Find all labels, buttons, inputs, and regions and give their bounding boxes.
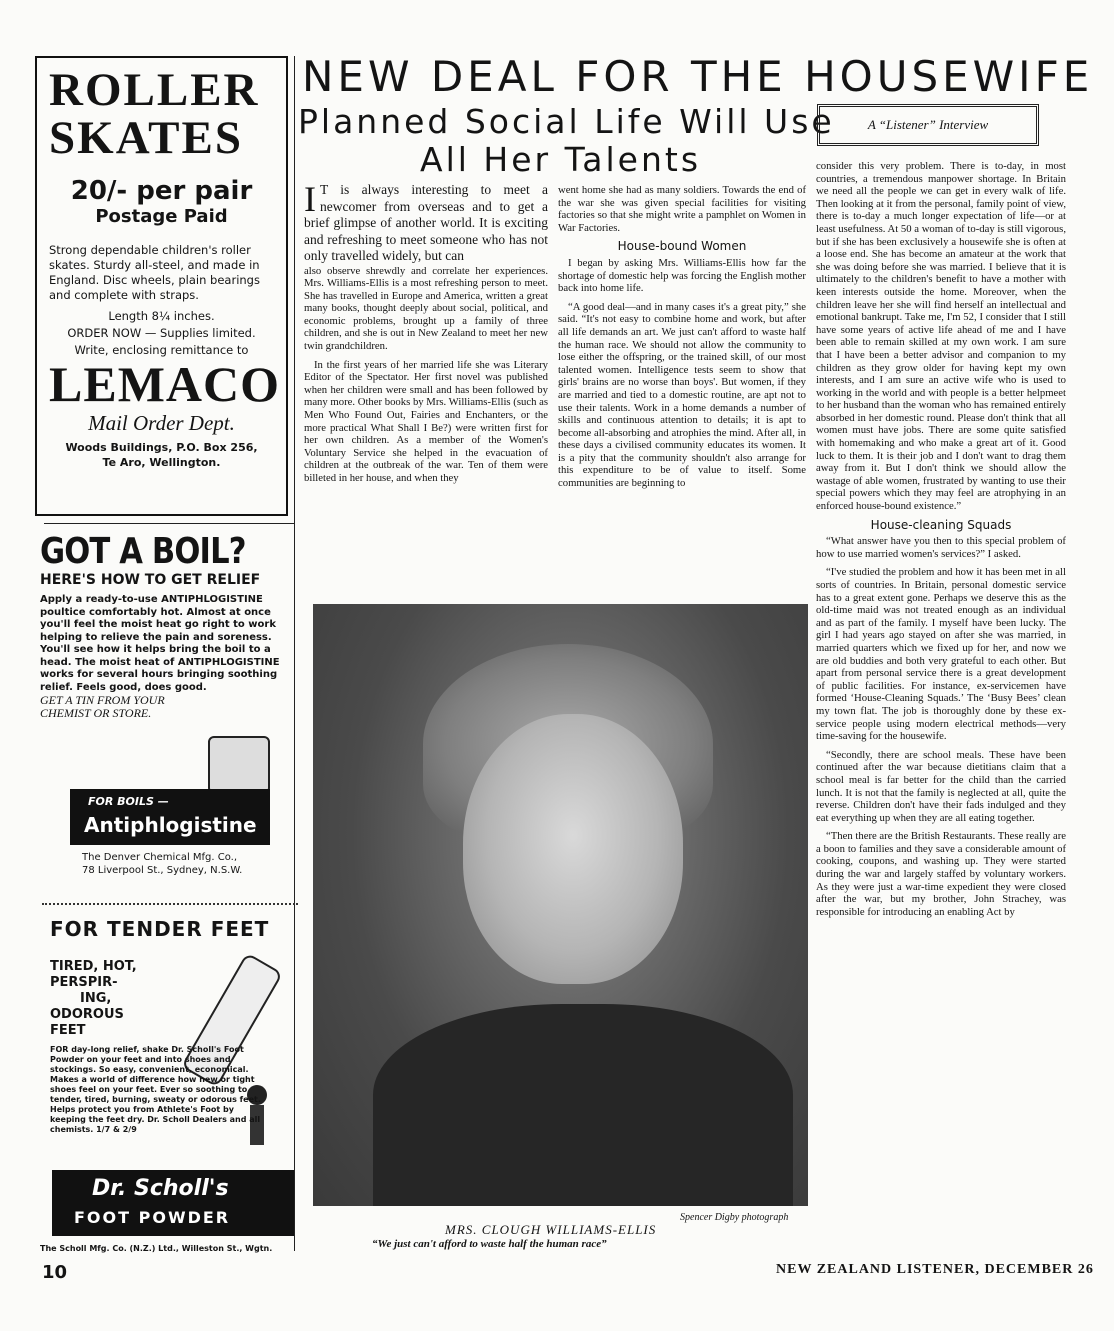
boil-get-tin: GET A TIN FROM YOUR CHEMIST OR STORE. [40, 693, 165, 720]
banner-small: FOR BOILS — [88, 795, 169, 808]
ad-order: ORDER NOW — Supplies limited. [67, 326, 256, 340]
ad-brand: LEMACO [49, 356, 280, 412]
ad-body: Strong dependable children's roller skates. Sturdy all-steel, and made in England. Disc wheels, plain bearings and complete with straps. [49, 243, 260, 302]
section-heading: House-cleaning Squads [870, 517, 1012, 532]
subheadline-1: Planned Social Life Will Use [298, 102, 835, 141]
feet-sub-1: TIRED, HOT, [50, 959, 137, 974]
paragraph: I began by asking Mrs. Williams-Ellis how far the shortage of domestic help was forcing the English mother back into home life. [558, 256, 806, 295]
article-column-1 [304, 179, 548, 491]
page-number: 10 [42, 1262, 68, 1283]
photo-quote: “We just can't afford to waste half the human race” [372, 1238, 607, 1250]
paragraph: In the first years of her married life she was Literary Editor of the Spectator. Her first novel was published when her children were small and has been followed by many more. Other books by Mrs. Williams-Ellis (such as Men Who Found Out, Fairies and Enchanters, or the more practical What Shall I Be?) were written first for her own children. As a member of the Women's Voluntary Service she helped in the evacuation of children at the outbreak of the war. Ten of them were billeted in her house, and when they [304, 358, 548, 484]
ad-write: Write, enclosing remittance to [74, 343, 249, 357]
feet-subhead [50, 959, 137, 1039]
paragraph: “I've studied the problem and how it has been met in all sorts of countries. In Britain, personal domestic service has to a great extent gone. Perhaps we deserve this as the old-time maid was not treated enough as an individual and as part of the family. I myself have been lucky. The girl I had years ago stayed on after she was married, in married quarters which we fixed up for her, and now we are old buddies and both very grateful to each other. But apart from personal service there is a great development of public facilities. For instance, ex-servicemen have formed ‘House-Cleaning Squads.’ The ‘Busy Bees’ clean my town flat. The job is thoroughly done by these ex-service people using modern electrical methods—very time-saving for the housewife. [816, 566, 1066, 743]
article-column-3 [816, 160, 1066, 924]
feet-sub-4: ODOROUS [50, 1007, 124, 1022]
boil-body: Apply a ready-to-use ANTIPHLOGISTINE poultice comfortably hot. Almost at once you'll feel the moist heat go right to work helping to relieve the pain and soreness. You'll see how it helps bring the boil to a head. The moist heat of ANTIPHLOGISTINE works for several hours bringing soothing relief. Feels good, does good. [40, 594, 280, 693]
paragraph: “A good deal—and in many cases it's a great pity,” she said. “It's not easy to combine home and work, but after all life demands an art. We just can't afford to waste half the human race. We should not allow the community to lose either the offspring, or the trained skill, of our most talented women. Intelligence tests seem to show that girls' brains are no worse than boys'. But women, if they are married and tied to a domestic routine, are apt not to use their talents. Work in a home demands a number of skills and continuous attention to details; it is apt to become all-absorbing and atrophies the mind. After all, in these days a civilised community educates its women. It is a pity that the community shouldn't also arrange for this expenditure to be of value to itself. Some communities are beginning to [558, 300, 806, 490]
ad-postage: Postage Paid [95, 206, 228, 227]
scholl-banner [52, 1170, 294, 1236]
boil-headline: GOT A BOIL? [40, 531, 246, 572]
paragraph: also observe shrewdly and correlate her experiences. Mrs. Williams-Ellis is a most refreshing person to meet. She has travelled in Europe and America, written a great many books, thought deeply about social, political, and economic problems, brought up a family of three children, and she is out in New Zealand to meet her new twin grandchildren. [304, 264, 548, 353]
paragraph: “Then there are the British Restaurants. These really are a boon to families and they save a considerable amount of cooking, coupons, and washing up. They were started during the war and largely staffed by voluntary workers. As they were just a war-time expedient they were closed after the war, but my brother, John Strachey, was responsible for introducing an enabling Act by [816, 830, 1066, 918]
ad-length: Length 8¼ inches. [108, 309, 215, 323]
portrait-photo [313, 604, 808, 1206]
scholl-brand: Dr. Scholl's [92, 1176, 229, 1201]
photo-credit: Spencer Digby photograph [680, 1212, 789, 1223]
scholl-footer: The Scholl Mfg. Co. (N.Z.) Ltd., Willeston St., Wgtn. [40, 1244, 273, 1253]
section-heading: House-bound Women [617, 239, 747, 254]
antiphlogistine-banner [70, 789, 270, 845]
feet-body: FOR day-long relief, shake Dr. Scholl's Foot Powder on your feet and into shoes and stockings. So easy, convenient, economical. Makes a world of difference how new or tight shoes feel on your feet. Ever so soothing to tender, tired, burning, sweaty or odorous feet. Helps protect you from Athlete's Foot by keeping the feet dry. Dr. Scholl Dealers and all chemists. 1/7 & 2/9 [50, 1045, 261, 1134]
feet-sub-3: ING, [80, 991, 112, 1006]
ad-divider [44, 523, 294, 524]
ad-skates-title: SKATES [49, 112, 243, 164]
publication-footer: NEW ZEALAND LISTENER, DECEMBER 26 [776, 1262, 1094, 1277]
article-column-2 [558, 184, 806, 496]
company-line-1: The Denver Chemical Mfg. Co., [82, 852, 238, 863]
ad-price: 20/- per pair [70, 176, 253, 206]
ad-address-2: Te Aro, Wellington. [102, 456, 221, 469]
interview-tag: A “Listener” Interview [817, 104, 1039, 146]
portrait-dress [373, 1004, 793, 1206]
scholl-product: FOOT POWDER [74, 1208, 231, 1227]
paragraph: “What answer have you then to this special problem of how to use married women's services?” I asked. [816, 535, 1066, 560]
ad-mail-order: Mail Order Dept. [88, 411, 235, 435]
boil-subhead: HERE'S HOW TO GET RELIEF [40, 572, 261, 588]
dropcap: I [304, 179, 316, 219]
feet-headline: FOR TENDER FEET [50, 917, 270, 941]
headline: NEW DEAL FOR THE HOUSEWIFE [302, 52, 1094, 101]
tin-icon [208, 736, 270, 794]
photo-caption: MRS. CLOUGH WILLIAMS-ELLIS [445, 1222, 657, 1237]
paragraph: “Secondly, there are school meals. These have been continued after the war because dietitians claim that a school meal is far better for the child than the carried lunch. It is not that the family is neglected at all, quite the reverse. Children don't have their fads indulged and they eat everything up when they are all eating together. [816, 748, 1066, 824]
ad-address-1: Woods Buildings, P.O. Box 256, [65, 441, 258, 454]
feet-sub-2: PERSPIR- [50, 975, 118, 990]
boil-ad [40, 532, 280, 720]
portrait-face [463, 714, 683, 984]
paragraph: consider this very problem. There is to-day, in most countries, a tremendous manpower shortage. In Britain we need all the people we can get in every walk of life. Then looking at it from the personal, family point of view, there is to-day a much longer expectation of life—or at least usefulness. At 50 a woman of to-day is still vigorous, but if she has been exclusively a housewife she is often at a loose end. She has become an amateur at the work that she was doing before she was married. I believe that it is ultimately to the children's benefit to have a mother with keen interests outside the home. Moreover, when the children leave her she will find herself an intellectual and emotional bankrupt. Take me, I'm 52, I consider that I still have some years of active life ahead of me and I have been able to remain skilled at my own work. I am sure that I have been a better advisor and companion to my children as they grow older for having kept my own interests, and I am sure an active wife who is used to working in the world and with people is a better helpmeet to her husband than the woman who has remained entirely absorbed in her domestic round. Please don't think that all women must have jobs. There are some quite satisfied with homemaking and who make a great art of it. Good luck to them. It is their job and I don't want to drag them away from it. But I don't think we should allow the wastage of able women, frustrated by wanting to use their special powers which they may feel are atrophying in an enforced house-bound existence.” [816, 160, 1066, 513]
boil-company [82, 851, 242, 877]
lead-paragraph [304, 179, 548, 265]
roller-skates-ad [35, 56, 288, 516]
feet-sub-5: FEET [50, 1023, 86, 1038]
ad-roller-title: ROLLER [49, 64, 260, 116]
subheadline-2: All Her Talents [420, 140, 702, 179]
banner-brand: Antiphlogistine [84, 813, 257, 837]
paragraph: went home she had as many soldiers. Towards the end of the war she was given special facilities for visiting factories so that she might write a pamphlet on Women in War Factories. [558, 184, 806, 234]
company-line-2: 78 Liverpool St., Sydney, N.S.W. [82, 865, 243, 876]
lead-text: T is always interesting to meet a newcomer from overseas and to get a brief glimpse of another world. It is exciting and refreshing to meet someone who has not only travelled widely, but can [304, 182, 548, 263]
